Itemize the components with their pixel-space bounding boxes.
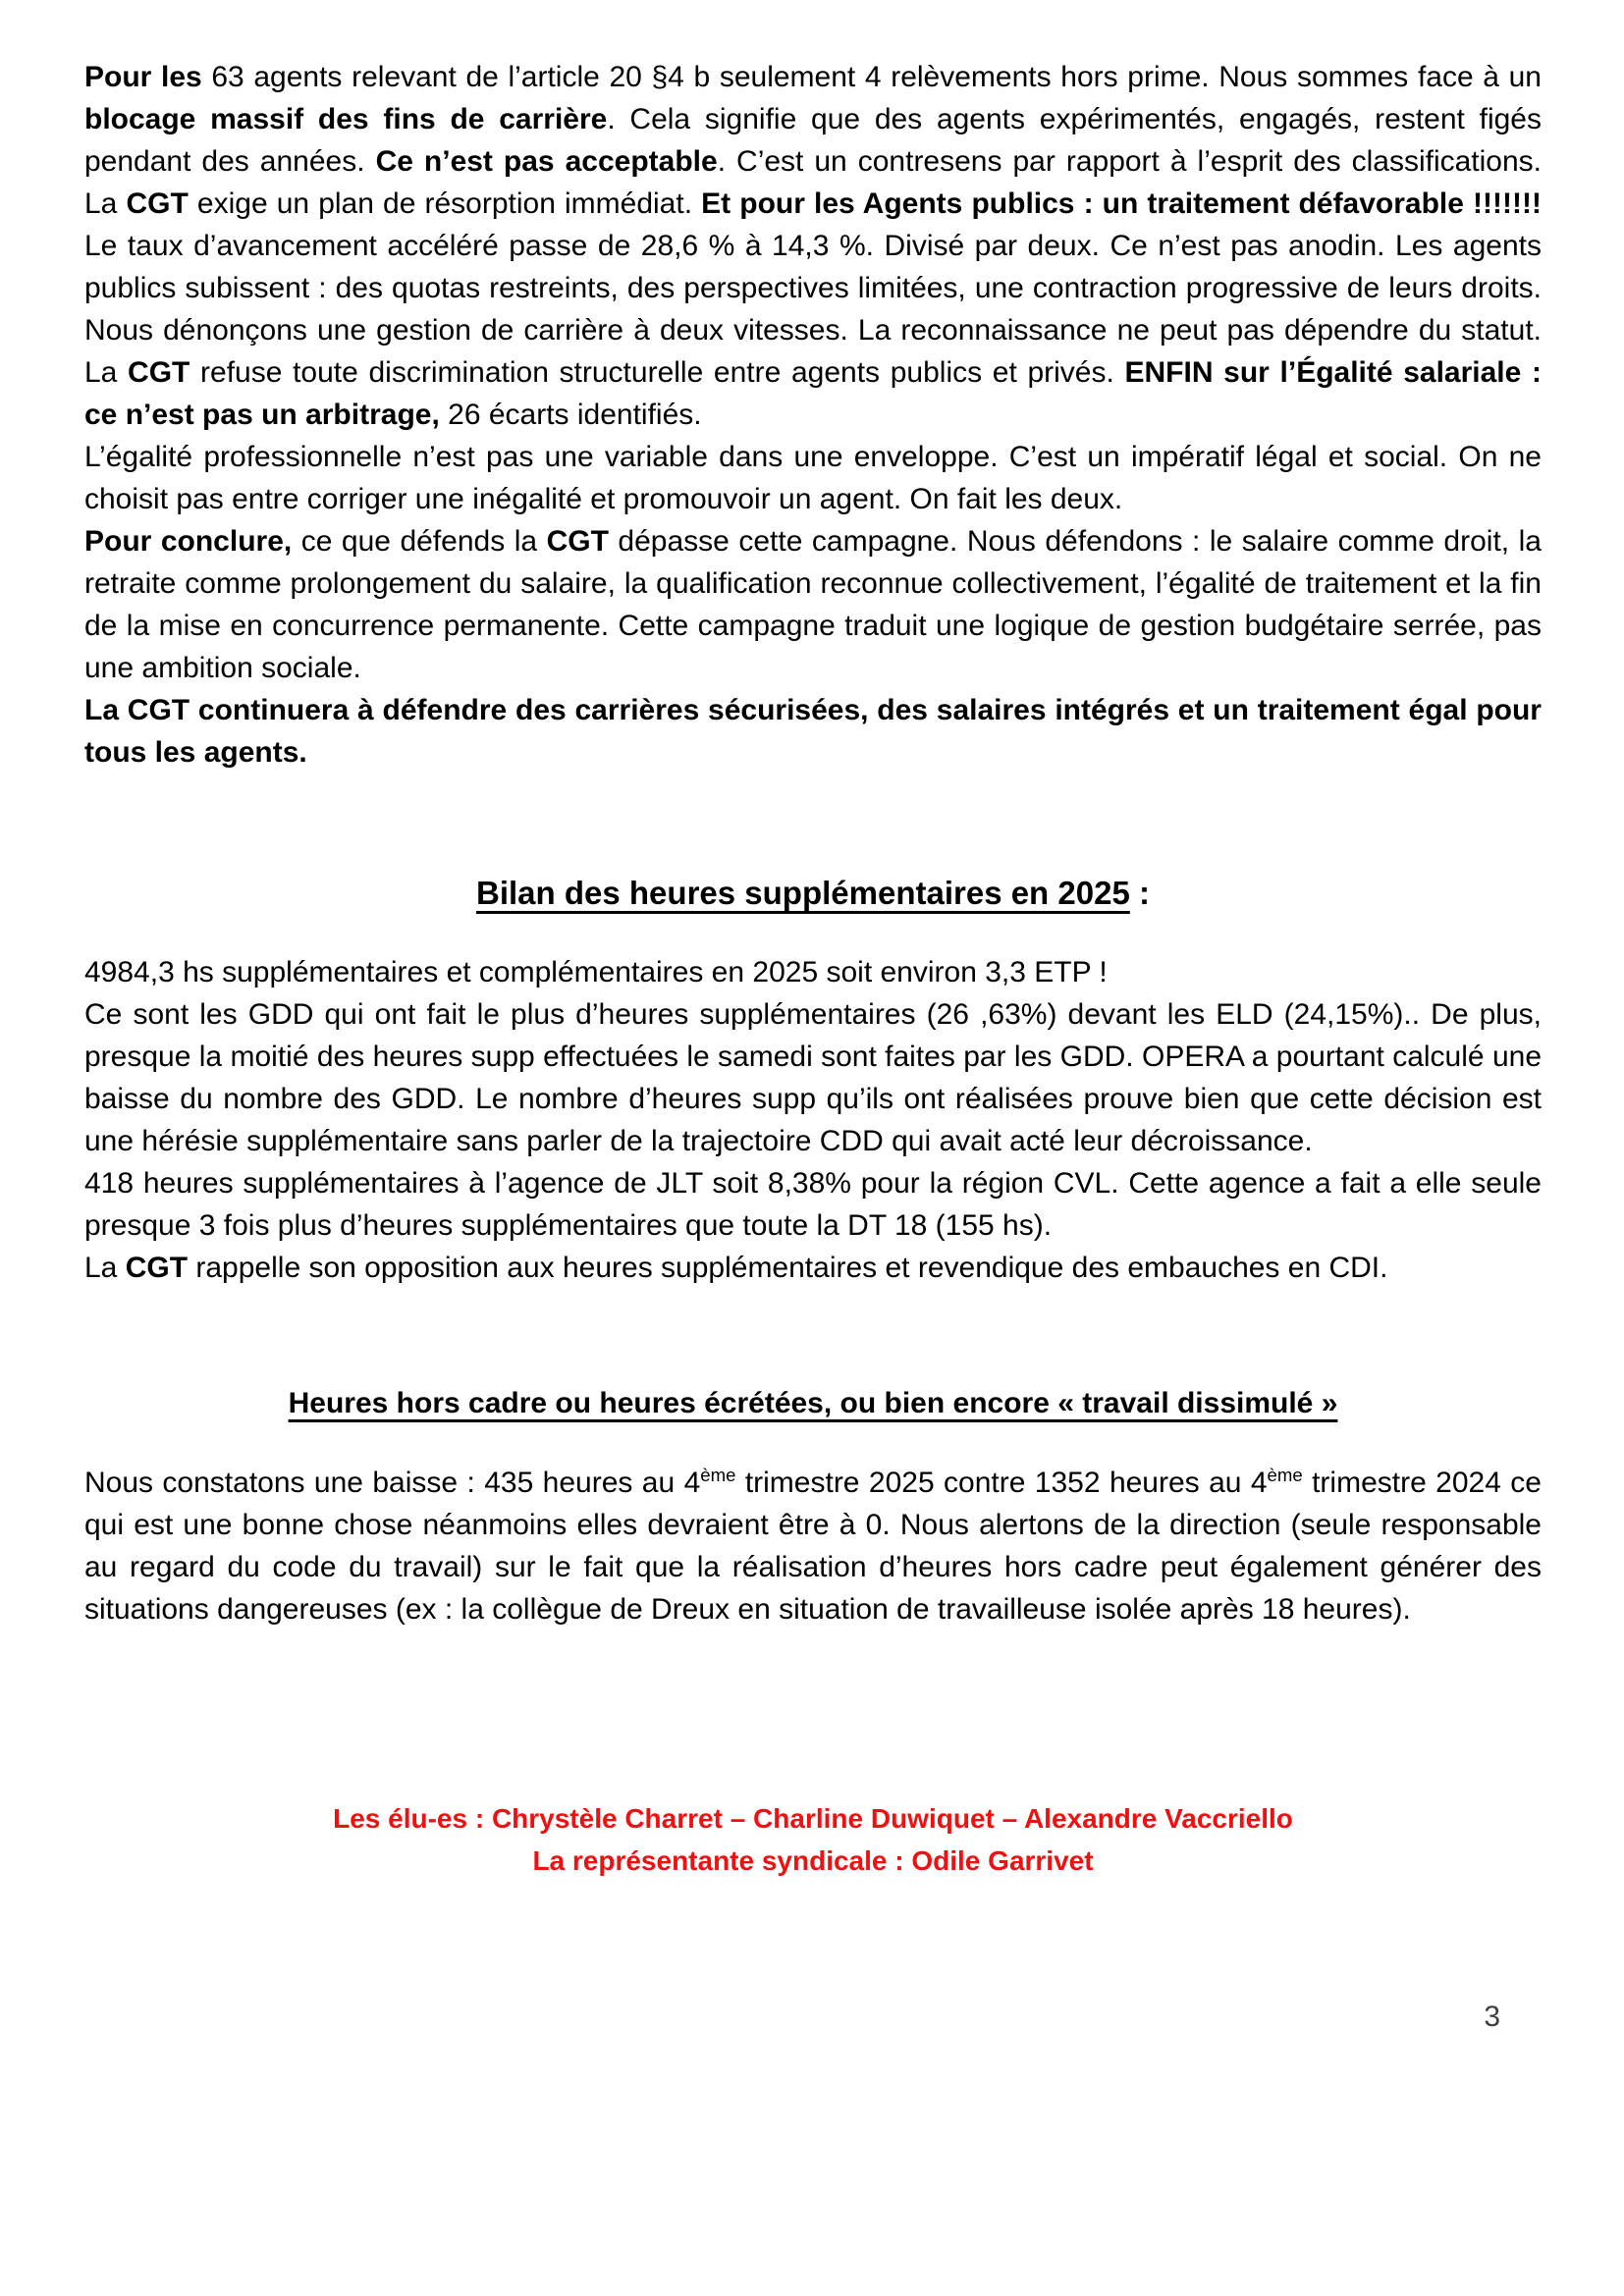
bold-text-segment: CGT: [546, 525, 609, 558]
text-segment: dépasse cette campagne. Nous défendons : le salaire comme droit, la retraite comme prolongement du salaire, la qualification reconnue collectivement, l’égalité de traitement et la fin de la mise en concurrence permanente. Cette campagne traduit une logique de gestion budgétaire serrée, pas une ambition sociale.: [84, 525, 1542, 684]
paragraph-engagement-cgt: [84, 689, 1542, 774]
text-segment: Nous constatons une baisse : 435 heures au 4: [84, 1467, 701, 1499]
footer-signatories: [84, 1797, 1542, 1882]
heading-suffix: :: [1129, 875, 1150, 911]
text-segment: rappelle son opposition aux heures supplémentaires et revendique des embauches en CDI.: [188, 1252, 1388, 1284]
text-segment: La: [84, 1252, 126, 1284]
text-segment: exige un plan de résorption immédiat.: [188, 187, 702, 220]
section-heading-heures-hors-cadre: [84, 1382, 1542, 1424]
bold-text-segment: CGT: [125, 1252, 189, 1284]
text-segment: refuse toute discrimination structurelle entre agents publics et privés.: [189, 356, 1125, 389]
superscript-text: ème: [1267, 1465, 1303, 1485]
text-segment: 418 heures supplémentaires à l’agence de JLT soit 8,38% pour la région CVL. Cette agence a fait a elle seule presque 3 fois plus d’heures supplémentaires que toute la DT 18 (155 hs).: [84, 1167, 1542, 1242]
text-segment: ce que défends la: [292, 525, 547, 558]
bold-text-segment: CGT: [128, 356, 190, 389]
text-segment: . Cela signifie que des agents expérimentés, engagés, restent figés pendant des années.: [84, 103, 1542, 178]
bold-text-segment: Ce n’est pas acceptable: [375, 145, 718, 178]
bold-text-segment: Et pour les Agents publics : un traitement défavorable !!!!!!!: [701, 187, 1542, 220]
text-segment: L’égalité professionnelle n’est pas une variable dans une enveloppe. C’est un impératif légal et social. On ne choisit pas entre corriger une inégalité et promouvoir un agent. On fait les deux.: [84, 441, 1542, 515]
section-heading-bilan-heures-sup: [84, 872, 1542, 914]
text-segment: Le taux d’avancement accéléré passe de 28,6 % à 14,3 %. Divisé par deux. Ce n’est pas anodin. Les agents publics subissent : des quotas restreints, des perspectives limitées, une contraction progressive de leurs droits. Nous dénonçons une gestion de carrière à deux vitesses. La reconnaissance ne peut pas dépendre du statut. La: [84, 230, 1542, 389]
text-segment: 63 agents relevant de l’article 20 §4 b seulement 4 relèvements hors prime. Nous sommes face à un: [211, 61, 1542, 93]
heading-underlined-text: Bilan des heures supplémentaires en 2025: [476, 875, 1130, 911]
text-segment: trimestre 2025 contre 1352 heures au 4: [735, 1467, 1268, 1499]
bold-text-segment: ENFIN sur l’Égalité salariale : ce n’est pas un arbitrage,: [84, 356, 1542, 431]
text-segment: trimestre 2024 ce qui est une bonne chose néanmoins elles devraient être à 0. Nous alertons de la direction (seule responsable au regard du code du travail) sur le fait que la réalisation d’heures hors cadre peut également générer des situations dangereuses (ex : la collègue de Dreux en situation de travailleuse isolée après 18 heures).: [84, 1467, 1542, 1626]
text-segment: . C’est un contresens par rapport à l’esprit des classifications. La: [84, 145, 1543, 220]
paragraph-agence-jlt: [84, 1162, 1542, 1247]
heading-underlined-text: Heures hors cadre ou heures écrétées, ou bien encore « travail dissimulé »: [288, 1387, 1338, 1419]
superscript-text: ème: [700, 1465, 736, 1485]
footer-representante-line: La représentante syndicale : Odile Garrivet: [532, 1845, 1094, 1876]
bold-text-segment: CGT: [126, 187, 189, 220]
bold-text-segment: blocage massif des fins de carrière: [84, 103, 608, 135]
page-number: 3: [1484, 2001, 1500, 2033]
paragraph-conclusion: [84, 520, 1542, 689]
paragraph-total-heures: [84, 951, 1542, 993]
bold-text-segment: Pour les: [84, 61, 212, 93]
paragraph-egalite: [84, 436, 1542, 520]
paragraph-gdd-eld: [84, 993, 1542, 1162]
paragraph-opposition-cgt: [84, 1247, 1542, 1289]
paragraph-carriere: [84, 56, 1542, 436]
text-segment: 4984,3 hs supplémentaires et complémentaires en 2025 soit environ 3,3 ETP !: [84, 956, 1108, 988]
bold-text-segment: Pour conclure,: [84, 525, 293, 558]
bold-text-segment: La CGT continuera à défendre des carrières sécurisées, des salaires intégrés et un traitement égal pour tous les agents.: [84, 694, 1542, 769]
text-segment: Ce sont les GDD qui ont fait le plus d’heures supplémentaires (26 ,63%) devant les ELD (24,15%).. De plus, presque la moitié des heures supp effectuées le samedi sont faites par les GDD. OPERA a pourtant calculé une baisse du nombre des GDD. Le nombre d’heures supp qu’ils ont réalisées prouve bien que cette décision est une hérésie supplémentaire sans parler de la trajectoire CDD qui avait acté leur décroissance.: [84, 998, 1542, 1157]
footer-elus-line: Les élu-es : Chrystèle Charret – Charline Duwiquet – Alexandre Vaccriello: [333, 1803, 1293, 1834]
paragraph-heures-hors-cadre: [84, 1462, 1542, 1630]
text-segment: 26 écarts identifiés.: [439, 399, 702, 431]
